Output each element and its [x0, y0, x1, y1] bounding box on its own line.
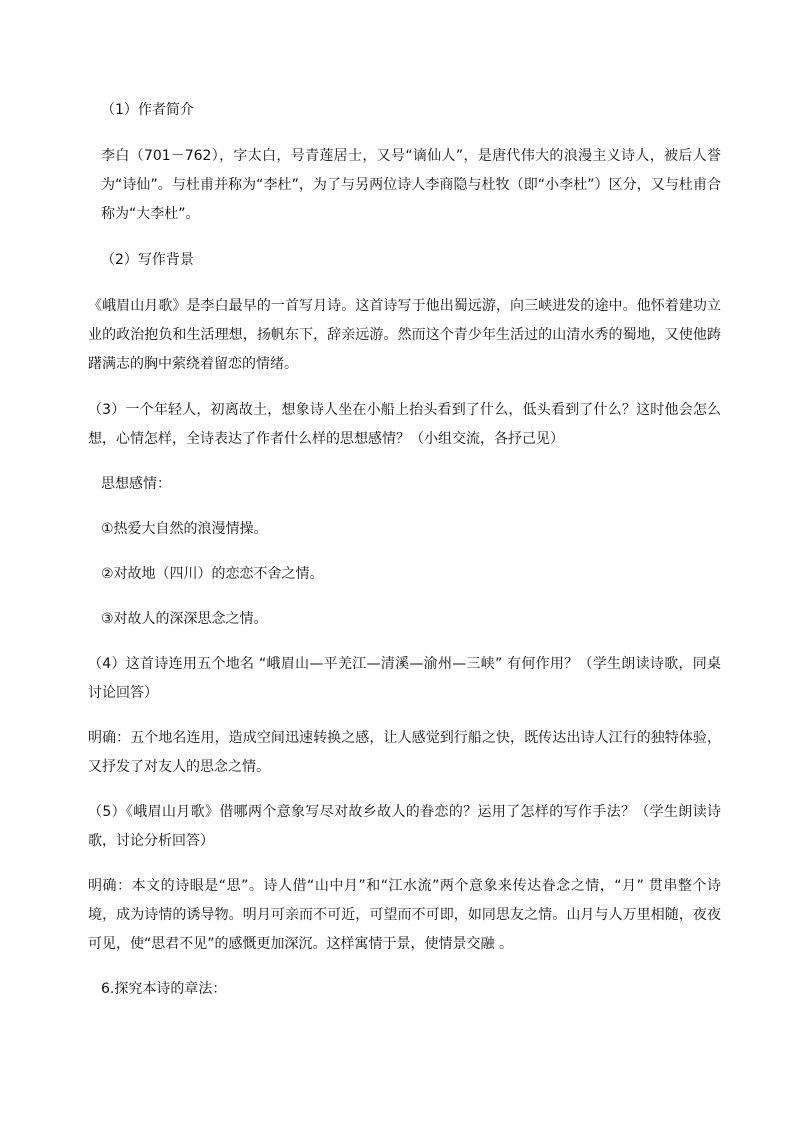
section-heading-background: （2）写作背景 [101, 252, 194, 268]
paragraph-author-intro: 李白（701－762），字太白，号青莲居士，又号“谪仙人”，是唐代伟大的浪漫主义诗人，被后人誉为“诗仙”。与杜甫并称为“李杜”，为了与另两位诗人李商隐与杜牧（即“小李杜”）区分，又与杜甫合称为“大李杜”。 [101, 148, 721, 222]
thought-item-3: ③对故人的深深思念之情。 [101, 611, 268, 627]
thought-item-2: ②对故地（四川）的恋恋不舍之情。 [101, 566, 324, 582]
thought-heading: 思想感情： [101, 476, 171, 492]
paragraph-background: 《峨眉山月歌》是李白最早的一首写月诗。这首诗写于他出蜀远游，向三峡进发的途中。他怀着建功立业的政治抱负和生活理想，扬帆东下，辞亲远游。然而这个青少年生活过的山清水秀的蜀地，又使他踌躇满志的胸中萦绕着留恋的情绪。 [88, 298, 721, 372]
answer-4: 明确：五个地名连用，造成空间迅速转换之感，让人感觉到行船之快，既传达出诗人江行的独特体验，又抒发了对友人的思念之情。 [88, 730, 721, 775]
section-heading-structure: 6.探究本诗的章法： [101, 981, 227, 997]
section-heading-author: （1）作者简介 [101, 102, 194, 118]
question-5: （5）《峨眉山月歌》借哪两个意象写尽对故乡故人的眷恋的？运用了怎样的写作手法？（学生朗读诗歌，讨论分析回答） [88, 804, 721, 849]
question-3: （3）一个年轻人，初离故土，想象诗人坐在小船上抬头看到了什么，低头看到了什么？这时他会怎么想，心情怎样，全诗表达了作者什么样的思想感情？（小组交流，各抒己见） [88, 402, 721, 447]
answer-5: 明确：本文的诗眼是“思”。诗人借“山中月”和“江水流”两个意象来传达眷念之情，“月” 贯串整个诗境，成为诗情的诱导物。明月可亲而不可近，可望而不可即，如同思友之情。山月与人万里相随，夜夜可见，使“思君不见”的感慨更加深沉。这样寓情于景，使情景交融 。 [88, 878, 721, 952]
thought-item-1: ①热爱大自然的浪漫情操。 [101, 521, 268, 537]
question-4: （4）这首诗连用五个地名 “峨眉山—平羌江—清溪—渝州—三峡” 有何作用？（学生朗读诗歌，同桌讨论回答） [88, 656, 721, 701]
document-body [88, 96, 721, 1004]
